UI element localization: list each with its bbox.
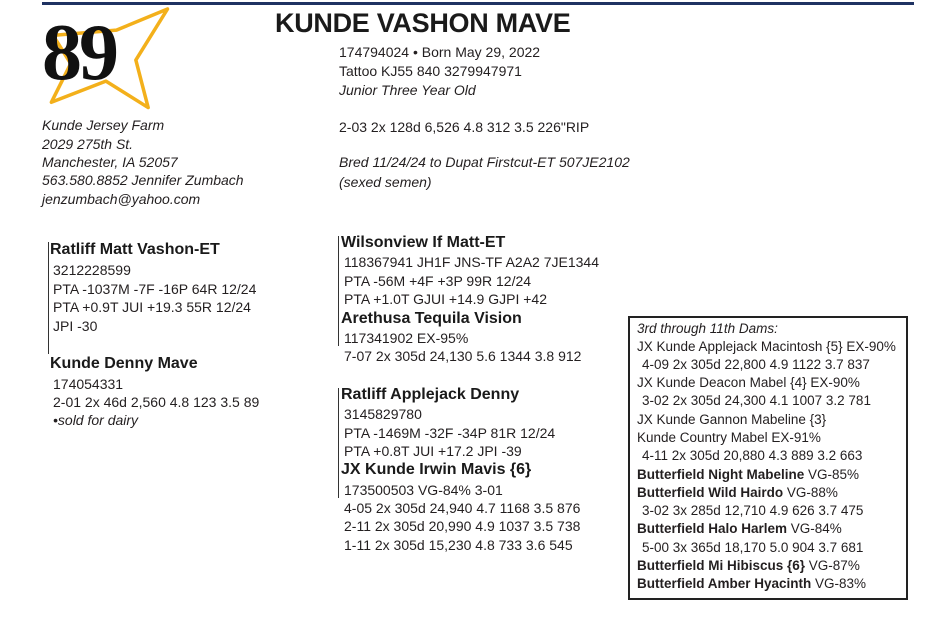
sire-line: JPI -30 (53, 318, 98, 334)
pedigree-bracket (48, 242, 49, 354)
dam-entry: Butterfield Mi Hibiscus {6} VG-87% (637, 558, 860, 573)
sire-sire-line: PTA +1.0T GJUI +14.9 GJPI +42 (344, 291, 547, 307)
dams-box-heading: 3rd through 11th Dams: (637, 321, 778, 336)
dam-dam-line: 4-05 2x 305d 24,940 4.7 1168 3.5 876 (344, 500, 581, 516)
dam-sire-line: 3145829780 (344, 406, 422, 422)
dam-sire-name: Ratliff Applejack Denny (341, 386, 520, 403)
sire-dam-line: 117341902 EX-95% (344, 330, 469, 346)
sire-line: PTA +0.9T JUI +19.3 55R 12/24 (53, 299, 251, 315)
dam-dam-line: 1-11 2x 305d 15,230 4.8 733 3.6 545 (344, 537, 573, 553)
dam-record: 3-02 3x 285d 12,710 4.9 626 3.7 475 (642, 503, 864, 518)
dam-line: •sold for dairy (53, 412, 139, 428)
dam-entry: Butterfield Night Mabeline VG-85% (637, 467, 860, 482)
consignor-email: jenzumbach@yahoo.com (42, 191, 201, 207)
registration-line: 174794024 • Born May 29, 2022 (339, 44, 541, 60)
consignor-phone: 563.580.8852 Jennifer Zumbach (42, 172, 244, 188)
sire-sire-line: PTA -56M +4F +3P 99R 12/24 (344, 273, 532, 289)
dam-record: 4-11 2x 305d 20,880 4.3 889 3.2 663 (642, 448, 863, 463)
dam-record: 5-00 3x 365d 18,170 5.0 904 3.7 681 (642, 540, 864, 555)
animal-name: KUNDE VASHON MAVE (275, 8, 571, 38)
bred-note: (sexed semen) (339, 174, 432, 190)
sire-name: Ratliff Matt Vashon-ET (50, 241, 220, 258)
consignor-farm: Kunde Jersey Farm (42, 117, 165, 133)
dam-entry: JX Kunde Gannon Mabeline {3} (637, 412, 827, 427)
consignor-address: 2029 275th St. (42, 136, 134, 152)
dam-sire-line: PTA -1469M -32F -34P 81R 12/24 (344, 425, 556, 441)
dam-dam-line: 2-11 2x 305d 20,990 4.9 1037 3.5 738 (344, 518, 581, 534)
dam-sire-line: PTA +0.8T JUI +17.2 JPI -39 (344, 443, 522, 459)
dam-entry: Butterfield Wild Hairdo VG-88% (637, 485, 838, 500)
sire-sire-line: 118367941 JH1F JNS-TF A2A2 7JE1344 (344, 254, 600, 270)
dam-entry: JX Kunde Deacon Mabel {4} EX-90% (637, 375, 860, 390)
pedigree-bracket (338, 236, 339, 346)
dam-record: 3-02 2x 305d 24,300 4.1 1007 3.2 781 (642, 393, 871, 408)
dam-entry: Butterfield Halo Harlem VG-84% (637, 521, 842, 536)
dam-line: 174054331 (53, 376, 124, 392)
sire-sire-name: Wilsonview If Matt-ET (341, 234, 506, 251)
dam-name: Kunde Denny Mave (50, 355, 198, 372)
dam-entry: Kunde Country Mabel EX-91% (637, 430, 821, 445)
dam-entry: Butterfield Amber Hyacinth VG-83% (637, 576, 867, 591)
age-class: Junior Three Year Old (339, 82, 476, 98)
sire-dam-line: 7-07 2x 305d 24,130 5.6 1344 3.8 912 (344, 348, 582, 364)
dam-entry: JX Kunde Applejack Macintosh {5} EX-90% (637, 339, 896, 354)
dam-dam-name: JX Kunde Irwin Mavis {6} (341, 461, 532, 478)
pedigree-bracket (338, 388, 339, 498)
dam-line: 2-01 2x 46d 2,560 4.8 123 3.5 89 (53, 394, 260, 410)
sire-line: 3212228599 (53, 262, 131, 278)
production-record: 2-03 2x 128d 6,526 4.8 312 3.5 226"RIP (339, 119, 590, 135)
lot-number: 89 (42, 9, 116, 97)
consignor-city: Manchester, IA 52057 (42, 154, 178, 170)
tattoo-line: Tattoo KJ55 840 3279947971 (339, 63, 522, 79)
bred-info: Bred 11/24/24 to Dupat Firstcut-ET 507JE2102 (339, 154, 630, 170)
dam-dam-line: 173500503 VG-84% 3-01 (344, 482, 503, 498)
sire-dam-name: Arethusa Tequila Vision (341, 310, 522, 327)
dam-record: 4-09 2x 305d 22,800 4.9 1122 3.7 837 (642, 357, 870, 372)
sire-line: PTA -1037M -7F -16P 64R 12/24 (53, 281, 257, 297)
